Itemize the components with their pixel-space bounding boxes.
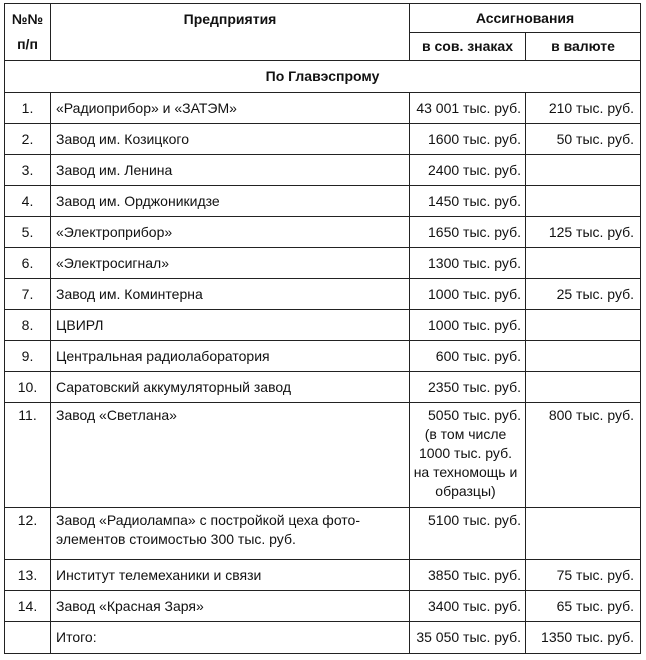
- total-currency: 1350 тыс. руб.: [526, 622, 641, 654]
- total-sov: 35 050 тыс. руб.: [410, 622, 526, 654]
- row-number: 1.: [5, 93, 51, 124]
- enterprise-name: Завод им. Козицкого: [51, 124, 410, 155]
- table-row: [5, 186, 641, 217]
- enterprise-name: «Электросигнал»: [51, 248, 410, 279]
- sov-amount: 5100 тыс. руб.: [410, 508, 526, 560]
- enterprise-name: Центральная радиолаборатория: [51, 341, 410, 372]
- enterprise-name: Саратовский аккумуляторный завод: [51, 372, 410, 403]
- enterprise-name: ЦВИРЛ: [51, 310, 410, 341]
- currency-amount: [526, 508, 641, 560]
- table-row: [5, 403, 641, 508]
- currency-amount: 75 тыс. руб.: [526, 560, 641, 591]
- appropriations-header: Ассигнования: [410, 4, 641, 33]
- sov-amount: 2400 тыс. руб.: [410, 155, 526, 186]
- enterprise-name: «Электроприбор»: [51, 217, 410, 248]
- table-row: [5, 217, 641, 248]
- sov-amount-value: 5050 тыс. руб.: [428, 407, 521, 423]
- sov-amount: 1600 тыс. руб.: [410, 124, 526, 155]
- enterprise-header: Предприятия: [51, 4, 410, 61]
- row-number: 10.: [5, 372, 51, 403]
- table-row: [5, 372, 641, 403]
- row-number: 13.: [5, 560, 51, 591]
- total-num-cell: [5, 622, 51, 654]
- sov-amount: 3850 тыс. руб.: [410, 560, 526, 591]
- enterprise-name: Завод им. Ленина: [51, 155, 410, 186]
- section-title: По Главэспрому: [5, 61, 641, 93]
- row-number: 7.: [5, 279, 51, 310]
- sov-amount: 1000 тыс. руб.: [410, 310, 526, 341]
- table-row: [5, 560, 641, 591]
- currency-amount: [526, 248, 641, 279]
- currency-amount: [526, 341, 641, 372]
- row-number: 11.: [5, 403, 51, 508]
- enterprise-name: Завод им. Коминтерна: [51, 279, 410, 310]
- enterprise-name: Завод «Радиолампа» с постройкой цеха фото-элементов стоимостью 300 тыс. руб.: [51, 508, 410, 560]
- row-number: 3.: [5, 155, 51, 186]
- sov-amount-note: (в том числе 1000 тыс. руб. на техномощь и образцы): [413, 426, 518, 499]
- currency-amount: 125 тыс. руб.: [526, 217, 641, 248]
- sov-amount: [410, 403, 526, 508]
- row-number: 2.: [5, 124, 51, 155]
- table-row: [5, 591, 641, 622]
- table-row: [5, 248, 641, 279]
- currency-header: в валюте: [526, 33, 641, 61]
- table-row: [5, 124, 641, 155]
- currency-amount: [526, 372, 641, 403]
- appropriations-table: [4, 3, 641, 654]
- enterprise-name: «Радиоприбор» и «ЗАТЭМ»: [51, 93, 410, 124]
- sov-amount: 1000 тыс. руб.: [410, 279, 526, 310]
- currency-amount: [526, 310, 641, 341]
- sov-amount: 1650 тыс. руб.: [410, 217, 526, 248]
- sov-amount: 3400 тыс. руб.: [410, 591, 526, 622]
- currency-amount: 25 тыс. руб.: [526, 279, 641, 310]
- sov-amount: 2350 тыс. руб.: [410, 372, 526, 403]
- sov-amount: 43 001 тыс. руб.: [410, 93, 526, 124]
- row-number: 14.: [5, 591, 51, 622]
- enterprise-name: Завод им. Орджоникидзе: [51, 186, 410, 217]
- sov-amount: 600 тыс. руб.: [410, 341, 526, 372]
- sov-amount: 1300 тыс. руб.: [410, 248, 526, 279]
- currency-amount: 65 тыс. руб.: [526, 591, 641, 622]
- row-number: 6.: [5, 248, 51, 279]
- enterprise-name: Завод «Красная Заря»: [51, 591, 410, 622]
- table-body: [5, 93, 641, 622]
- table-row: [5, 310, 641, 341]
- table-row: [5, 155, 641, 186]
- table-row: [5, 279, 641, 310]
- row-number: 9.: [5, 341, 51, 372]
- row-number: 12.: [5, 508, 51, 560]
- currency-amount: 210 тыс. руб.: [526, 93, 641, 124]
- currency-amount: 800 тыс. руб.: [526, 403, 641, 508]
- currency-amount: [526, 186, 641, 217]
- num-header: №№ п/п: [5, 4, 51, 61]
- enterprise-name: Завод «Светлана»: [51, 403, 410, 508]
- table-row: [5, 341, 641, 372]
- total-row: [5, 622, 641, 654]
- sov-amount: 1450 тыс. руб.: [410, 186, 526, 217]
- currency-amount: 50 тыс. руб.: [526, 124, 641, 155]
- table-row: [5, 508, 641, 560]
- table-row: [5, 93, 641, 124]
- sov-header: в сов. знаках: [410, 33, 526, 61]
- total-label: Итого:: [51, 622, 410, 654]
- enterprise-name: Институт телемеханики и связи: [51, 560, 410, 591]
- currency-amount: [526, 155, 641, 186]
- row-number: 4.: [5, 186, 51, 217]
- row-number: 5.: [5, 217, 51, 248]
- row-number: 8.: [5, 310, 51, 341]
